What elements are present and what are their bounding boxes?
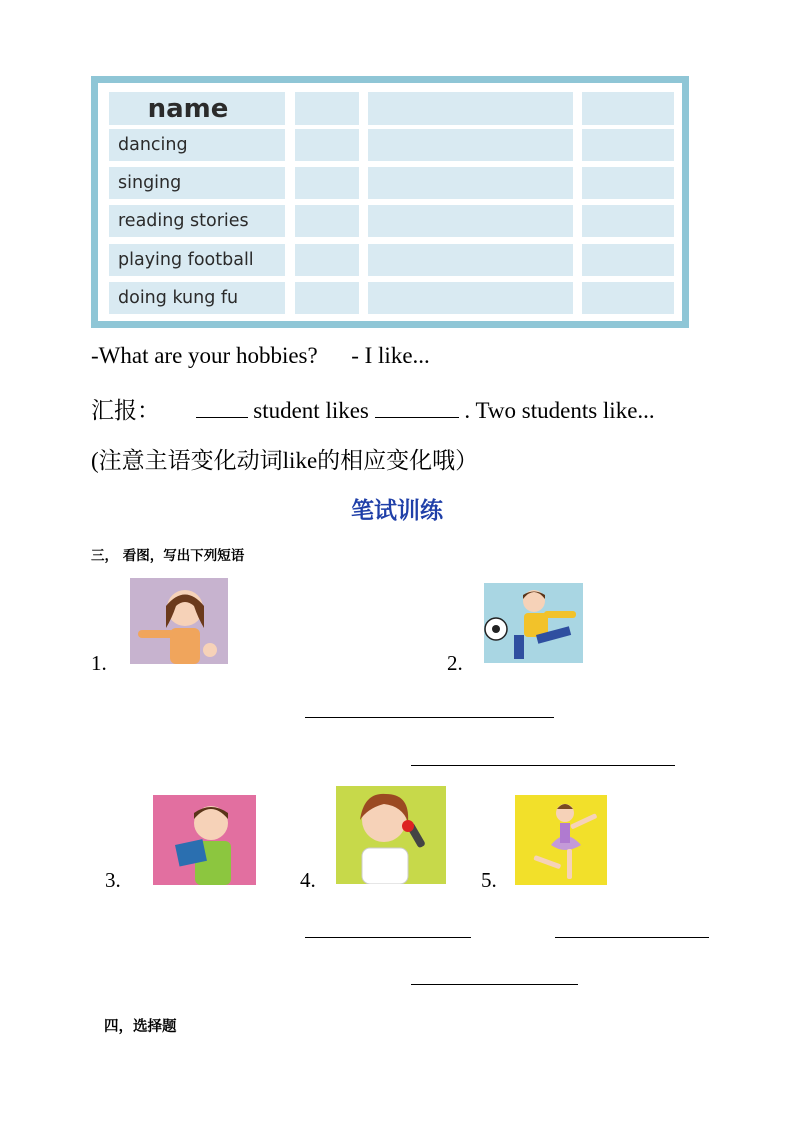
table-cell <box>368 244 452 276</box>
hobby-survey-table <box>91 76 689 328</box>
table-cell <box>368 282 452 314</box>
header-cell <box>445 92 573 125</box>
row-label: playing football <box>109 244 285 276</box>
answer-line-1[interactable] <box>305 717 554 718</box>
item-number-5: 5. <box>481 868 497 892</box>
report-part1: student likes <box>253 398 369 423</box>
table-cell <box>445 282 573 314</box>
section-title: 笔试训练 <box>351 498 443 524</box>
table-cell <box>295 167 359 199</box>
section4-heading: 四，选择题 <box>104 1019 177 1035</box>
header-name: name <box>109 92 285 125</box>
table-cell <box>582 205 674 237</box>
dancing-picture <box>515 795 607 885</box>
row-label: reading stories <box>109 205 285 237</box>
answer-line-3[interactable] <box>305 937 471 938</box>
table-cell <box>368 205 452 237</box>
dialogue-question: -What are your hobbies? <box>91 343 318 368</box>
reading-picture <box>153 795 256 885</box>
header-cell <box>368 92 452 125</box>
row-label: singing <box>109 167 285 199</box>
football-picture <box>484 583 583 663</box>
table-cell <box>295 282 359 314</box>
row-label: doing kung fu <box>109 282 285 314</box>
item-number-3: 3. <box>105 868 121 892</box>
item-number-1: 1. <box>91 651 107 675</box>
header-cell <box>295 92 359 125</box>
table-cell <box>368 167 452 199</box>
answer-line-5[interactable] <box>411 984 578 985</box>
table-cell <box>445 129 573 161</box>
table-cell <box>582 129 674 161</box>
note-line: (注意主语变化动词like的相应变化哦） <box>91 448 479 473</box>
table-cell <box>582 282 674 314</box>
report-blank-hobby[interactable] <box>375 398 459 418</box>
singing-picture <box>336 786 446 884</box>
table-cell <box>582 244 674 276</box>
section3-heading: 三， 看图，写出下列短语 <box>91 548 245 564</box>
item-number-2: 2. <box>447 651 463 675</box>
table-cell <box>445 167 573 199</box>
dialogue-answer: - I like... <box>351 343 430 368</box>
table-cell <box>582 167 674 199</box>
report-part2: . Two students like... <box>464 398 655 423</box>
table-cell <box>445 244 573 276</box>
table-cell <box>295 244 359 276</box>
survey-table-inner <box>98 83 682 321</box>
row-label: dancing <box>109 129 285 161</box>
answer-line-4[interactable] <box>555 937 709 938</box>
header-cell <box>582 92 674 125</box>
report-line <box>91 392 655 425</box>
dialogue-line <box>91 343 430 369</box>
table-cell <box>445 205 573 237</box>
report-label: 汇报： <box>91 398 160 423</box>
table-cell <box>368 129 452 161</box>
kungfu-picture <box>130 578 228 664</box>
item-number-4: 4. <box>300 868 316 892</box>
answer-line-2[interactable] <box>411 765 675 766</box>
report-blank-count[interactable] <box>196 398 248 418</box>
table-cell <box>295 129 359 161</box>
table-cell <box>295 205 359 237</box>
